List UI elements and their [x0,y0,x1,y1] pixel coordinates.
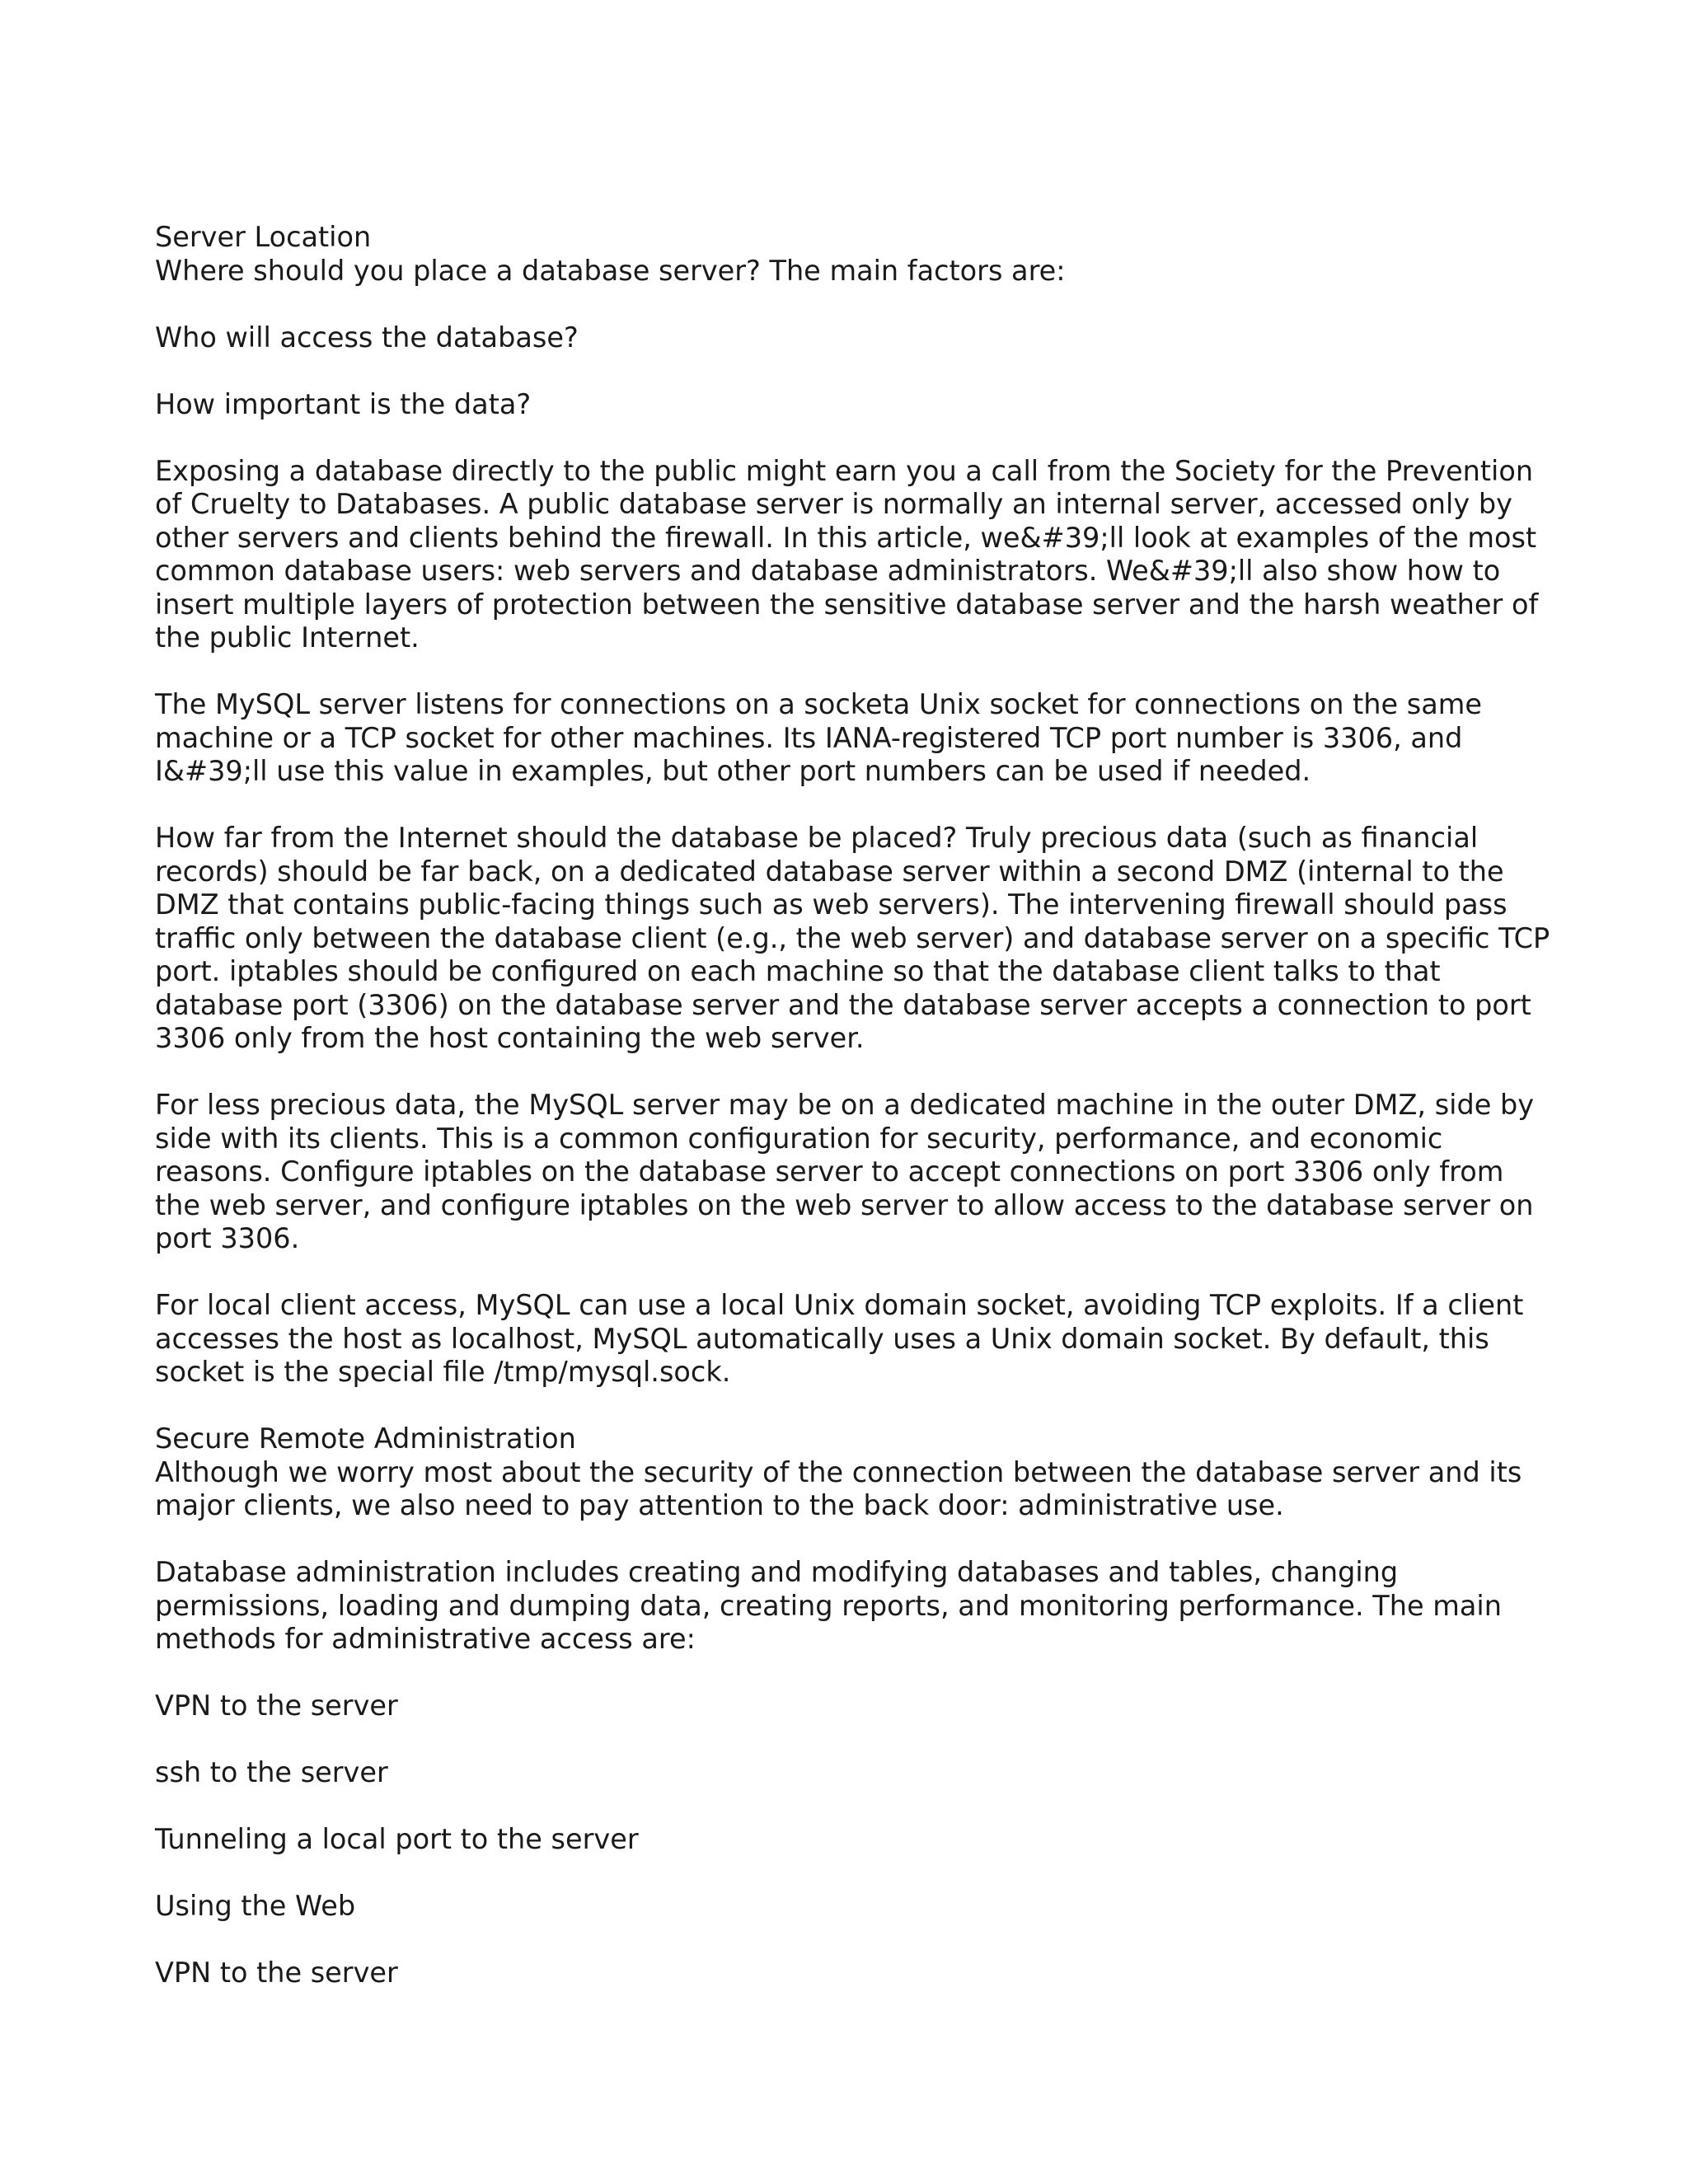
method-item: Using the Web [155,1890,356,1922]
body-paragraph: For local client access, MySQL can use a local Unix domain socket, avoiding TCP exploits. If a client accesses the host as localhost, MySQL automatically uses a Unix domain socket. By default, this socket is the special file /tmp/mysql.sock. [155,1289,1524,1388]
section-heading: Secure Remote Administration [155,1422,576,1455]
method-item: VPN to the server [155,1690,398,1722]
body-paragraph: How far from the Internet should the database be placed? Truly precious data (such as financial records) should be far back, on a dedicated database server within a second DMZ (internal to the DMZ that contains public-facing things such as web servers). The intervening firewall should pass traffic only between the database client (e.g., the web server) and database server on a specific TCP port. iptables should be configured on each machine so that the database client talks to that database port (3306) on the database server and the database server accepts a connection to port 3306 only from the host containing the web server. [155,822,1550,1054]
factor-item: Who will access the database? [155,321,579,354]
body-paragraph: For less precious data, the MySQL server may be on a dedicated machine in the outer DMZ, side by side with its clients. This is a common configuration for security, performance, and economic reasons. Configure iptables on the database server to accept connections on port 3306 only from the web server, and configure iptables on the web server to allow access to the database server on port 3306. [155,1089,1535,1254]
body-paragraph: The MySQL server listens for connections on a socketa Unix socket for connections on the same machine or a TCP socket for other machines. Its IANA-registered TCP port number is 3306, and I&#39;ll use this value in examples, but other port numbers can be used if needed. [155,688,1483,787]
section-secure-remote-administration [155,1422,1556,1523]
body-paragraph: Database administration includes creating and modifying databases and tables, changing permissions, loading and dumping data, creating reports, and monitoring performance. The main methods for administrative access are: [155,1556,1502,1655]
section-intro: Where should you place a database server? The main factors are: [155,254,1066,287]
factor-item: How important is the data? [155,387,532,420]
method-item: Tunneling a local port to the server [155,1823,639,1855]
document-page [155,221,1556,2023]
section-heading: Server Location [155,221,372,253]
body-paragraph: Exposing a database directly to the public might earn you a call from the Society for the Prevention of Cruelty to Databases. A public database server is normally an internal server, accessed only by other servers and clients behind the firewall. In this article, we&#39;ll look at examples of the most common database users: web servers and database administrators. We&#39;ll also show how to insert multiple layers of protection between the sensitive database server and the harsh weather of the public Internet. [155,454,1539,654]
section-intro: Although we worry most about the security of the connection between the database server and its major clients, we also need to pay attention to the back door: administrative use. [155,1455,1522,1521]
section-server-location [155,221,1556,288]
method-item: VPN to the server [155,1957,398,1989]
method-item: ssh to the server [155,1756,388,1788]
